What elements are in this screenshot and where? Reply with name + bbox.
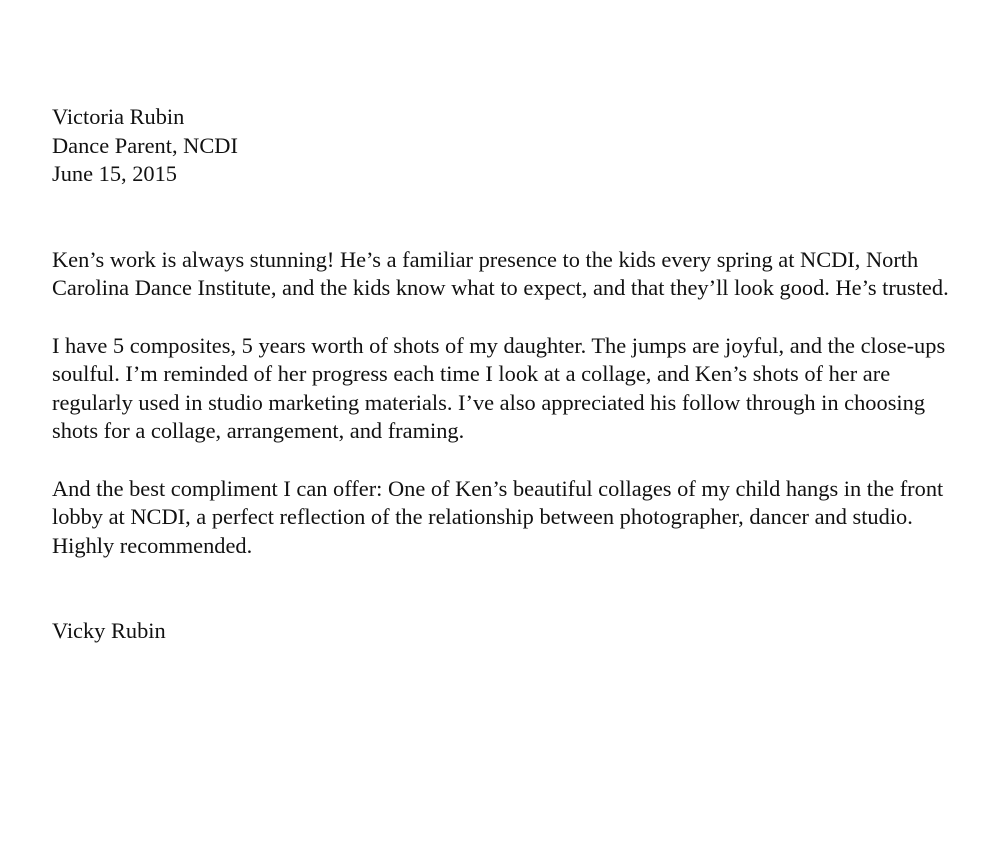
author-role: Dance Parent, NCDI: [52, 132, 238, 158]
signature: Vicky Rubin: [52, 618, 166, 644]
body-paragraph: Ken’s work is always stunning! He’s a familiar presence to the kids every spring at NCDI, North Carolina Dance Institute, and the kids know what to expect, and that they’ll look good. He’s trusted.: [52, 246, 949, 301]
testimonial-letter: [52, 103, 952, 646]
body-paragraph: I have 5 composites, 5 years worth of shots of my daughter. The jumps are joyful, and the close-ups soulful. I’m reminded of her progress each time I look at a collage, and Ken’s shots of her are regularly used in studio marketing materials. I’ve also appreciated his follow through in choosing shots for a collage, arrangement, and framing.: [52, 332, 946, 444]
letter-body: [52, 246, 952, 561]
letter-date: June 15, 2015: [52, 161, 178, 187]
body-paragraph: And the best compliment I can offer: One of Ken’s beautiful collages of my child hangs in the front lobby at NCDI, a perfect reflection of the relationship between photographer, dancer and studio. Highly recommended.: [52, 475, 944, 558]
letter-header: [52, 103, 952, 189]
author-name: Victoria Rubin: [52, 104, 185, 129]
